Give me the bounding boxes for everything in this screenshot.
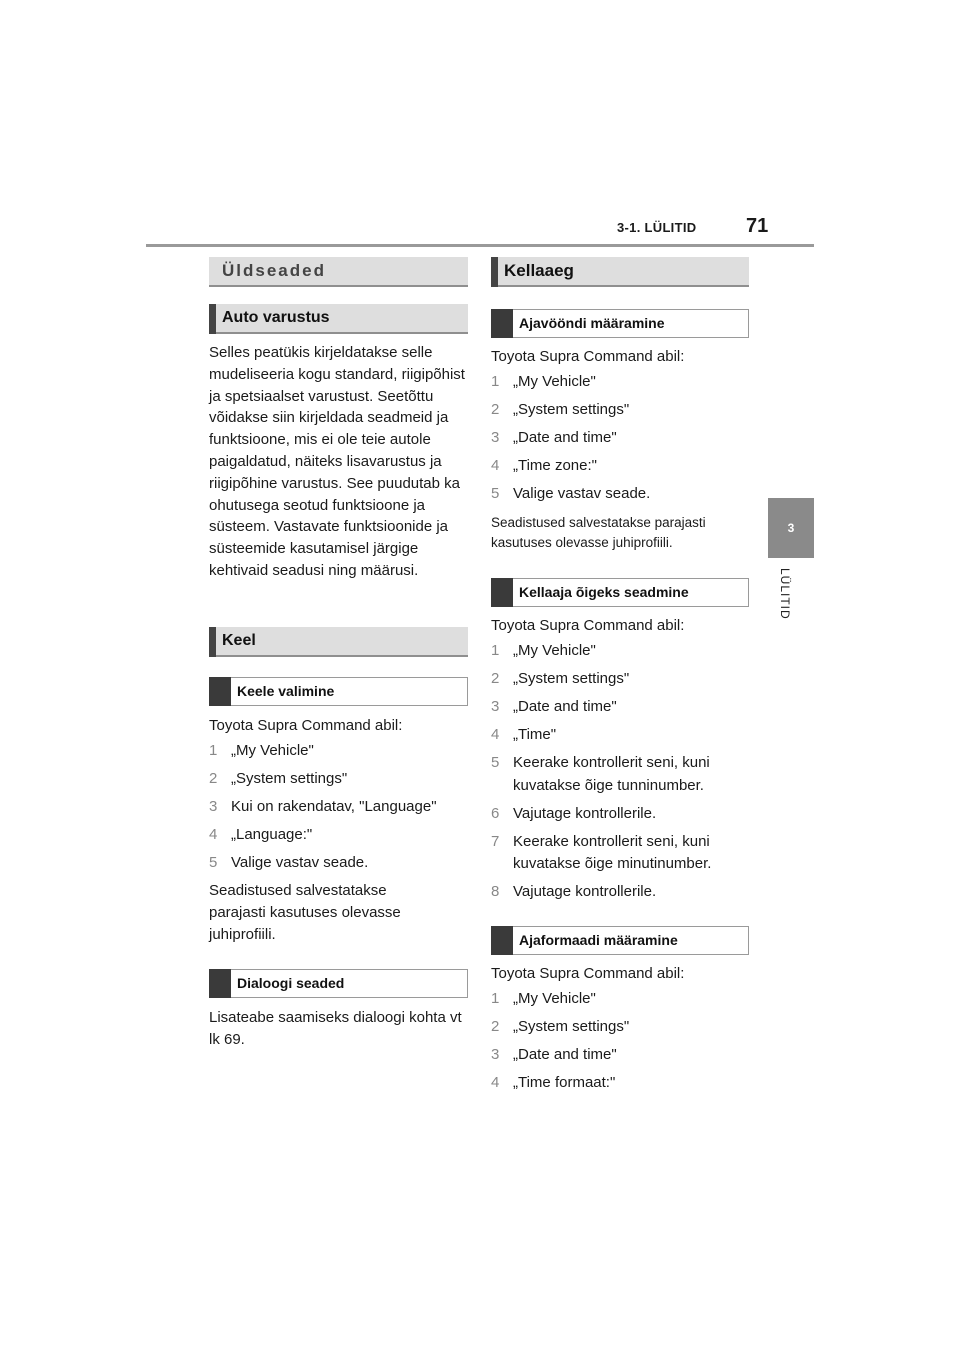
subheading-text: Ajaformaadi määramine bbox=[519, 932, 678, 948]
language-intro: Toyota Supra Command abil: bbox=[209, 717, 403, 734]
heading-text: Kellaaeg bbox=[504, 261, 574, 280]
equipment-paragraph: Selles peatükis kirjeldatakse selle mudeliseeria kogu standard, riigipõhist ja spetsiaalset varustust. Seetõttu võidakse siin kirjeldada seadmeid ja funktsioone, mis ei ole teie autole paigaldatud, näiteks lisavarustus ja riigipõhine varustus. See puudutab ka ohutusega seotud funktsioone ja süsteem. Vastavate funktsioonide ja süsteemide kasutamisel järgige kehtivaid seadusi ning määrusi. bbox=[209, 344, 465, 579]
subheading-set-time bbox=[491, 578, 749, 607]
subheading-text: Dialoogi seaded bbox=[237, 975, 345, 991]
chapter-tab: 3 bbox=[768, 498, 814, 558]
subheading-marker bbox=[491, 309, 513, 338]
page-number: 71 bbox=[746, 215, 769, 237]
subheading-timezone bbox=[491, 309, 749, 338]
heading-general-settings bbox=[209, 257, 468, 287]
timezone-intro: Toyota Supra Command abil: bbox=[491, 348, 685, 365]
dialog-paragraph: Lisateabe saamiseks dialoogi kohta vt lk 69. bbox=[209, 1009, 462, 1048]
subheading-text: Ajavööndi määramine bbox=[519, 315, 665, 331]
subheading-text: Keele valimine bbox=[237, 683, 335, 699]
subheading-text: Kellaaja õigeks seadmine bbox=[519, 584, 689, 600]
heading-text: Üldseaded bbox=[222, 261, 326, 280]
heading-vehicle-equipment bbox=[209, 304, 468, 334]
format-intro: Toyota Supra Command abil: bbox=[491, 965, 685, 982]
heading-clock bbox=[491, 257, 749, 287]
heading-marker bbox=[209, 304, 216, 334]
subheading-marker bbox=[491, 926, 513, 955]
heading-language bbox=[209, 627, 468, 657]
heading-marker bbox=[209, 627, 216, 657]
heading-marker bbox=[491, 257, 498, 287]
chapter-label: LÜLITID bbox=[778, 568, 792, 620]
subheading-marker bbox=[491, 578, 513, 607]
heading-text: Keel bbox=[222, 632, 256, 649]
set-time-intro: Toyota Supra Command abil: bbox=[491, 617, 685, 634]
header-divider bbox=[146, 244, 814, 247]
section-label: 3-1. LÜLITID bbox=[617, 220, 697, 235]
subheading-marker bbox=[209, 677, 231, 706]
heading-text: Auto varustus bbox=[222, 309, 330, 326]
subheading-language-select bbox=[209, 677, 468, 706]
language-note: Seadistused salvestatakse parajasti kasutuses olevasse juhiprofiili. bbox=[209, 882, 401, 943]
subheading-marker bbox=[209, 969, 231, 998]
timezone-note: Seadistused salvestatakse parajasti kasutuses olevasse juhiprofiili. bbox=[491, 515, 706, 550]
subheading-dialog-settings bbox=[209, 969, 468, 998]
subheading-time-format bbox=[491, 926, 749, 955]
